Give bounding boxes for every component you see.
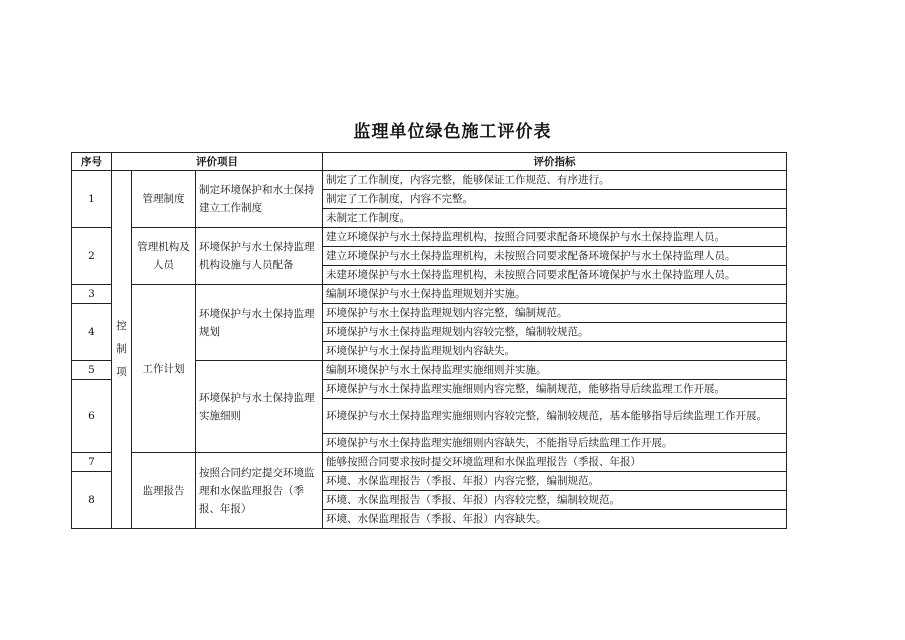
category-cell (112, 171, 132, 529)
header-indicator: 评价指标 (323, 153, 787, 171)
indicator-cell: 环境、水保监理报告（季报、年报）内容完整，编制规范。 (323, 472, 787, 491)
seq-cell: 7 (72, 453, 112, 472)
category-char: 项 (116, 366, 127, 378)
seq-cell: 2 (72, 228, 112, 285)
item-cell: 按照合同约定提交环境监理和水保监理报告（季报、年报） (196, 453, 323, 529)
seq-cell: 3 (72, 285, 112, 304)
table-row (72, 285, 787, 304)
table-row (72, 453, 787, 472)
indicator-cell: 未建环境保护与水土保持监理机构，未按照合同要求配备环境保护与水土保持监理人员。 (323, 266, 787, 285)
category-char: 制 (116, 343, 127, 355)
category-char: 控 (116, 320, 127, 332)
indicator-cell: 制定了工作制度，内容不完整。 (323, 190, 787, 209)
indicator-cell: 环境保护与水土保持监理实施细则内容完整，编制规范，能够指导后续监理工作开展。 (323, 380, 787, 399)
indicator-cell: 环境保护与水土保持监理规划内容完整，编制规范。 (323, 304, 787, 323)
indicator-cell: 未制定工作制度。 (323, 209, 787, 228)
item-cell: 制定环境保护和水土保持建立工作制度 (196, 171, 323, 228)
seq-cell: 6 (72, 380, 112, 453)
indicator-cell: 环境、水保监理报告（季报、年报）内容较完整，编制较规范。 (323, 491, 787, 510)
indicator-cell: 编制环境保护与水土保持监理规划并实施。 (323, 285, 787, 304)
evaluation-table (71, 152, 787, 529)
indicator-cell: 建立环境保护与水土保持监理机构，未按照合同要求配备环境保护与水土保持监理人员。 (323, 247, 787, 266)
table-row (72, 171, 787, 190)
project-cell: 工作计划 (132, 285, 196, 453)
indicator-cell: 建立环境保护与水土保持监理机构，按照合同要求配备环境保护与水土保持监理人员。 (323, 228, 787, 247)
table-header-row (72, 153, 787, 171)
project-cell: 管理机构及人员 (132, 228, 196, 285)
item-cell: 环境保护与水土保持监理机构设施与人员配备 (196, 228, 323, 285)
indicator-cell: 编制环境保护与水土保持监理实施细则并实施。 (323, 361, 787, 380)
header-seq: 序号 (72, 153, 112, 171)
seq-cell: 8 (72, 472, 112, 529)
indicator-cell: 制定了工作制度，内容完整，能够保证工作规范、有序进行。 (323, 171, 787, 190)
seq-cell: 4 (72, 304, 112, 361)
indicator-cell: 环境、水保监理报告（季报、年报）内容缺失。 (323, 510, 787, 529)
indicator-cell: 环境保护与水土保持监理规划内容较完整，编制较规范。 (323, 323, 787, 342)
project-cell: 管理制度 (132, 171, 196, 228)
item-cell: 环境保护与水土保持监理实施细则 (196, 361, 323, 453)
project-cell: 监理报告 (132, 453, 196, 529)
header-item: 评价项目 (112, 153, 323, 171)
indicator-cell: 能够按照合同要求按时提交环境监理和水保监理报告（季报、年报） (323, 453, 787, 472)
item-cell: 环境保护与水土保持监理规划 (196, 285, 323, 361)
page-title: 监理单位绿色施工评价表 (353, 122, 552, 142)
table-row (72, 228, 787, 247)
indicator-cell: 环境保护与水土保持监理规划内容缺失。 (323, 342, 787, 361)
indicator-cell: 环境保护与水土保持监理实施细则内容缺失，不能指导后续监理工作开展。 (323, 434, 787, 453)
seq-cell: 5 (72, 361, 112, 380)
indicator-cell: 环境保护与水土保持监理实施细则内容较完整，编制较规范，基本能够指导后续监理工作开展。 (323, 399, 787, 434)
seq-cell: 1 (72, 171, 112, 228)
